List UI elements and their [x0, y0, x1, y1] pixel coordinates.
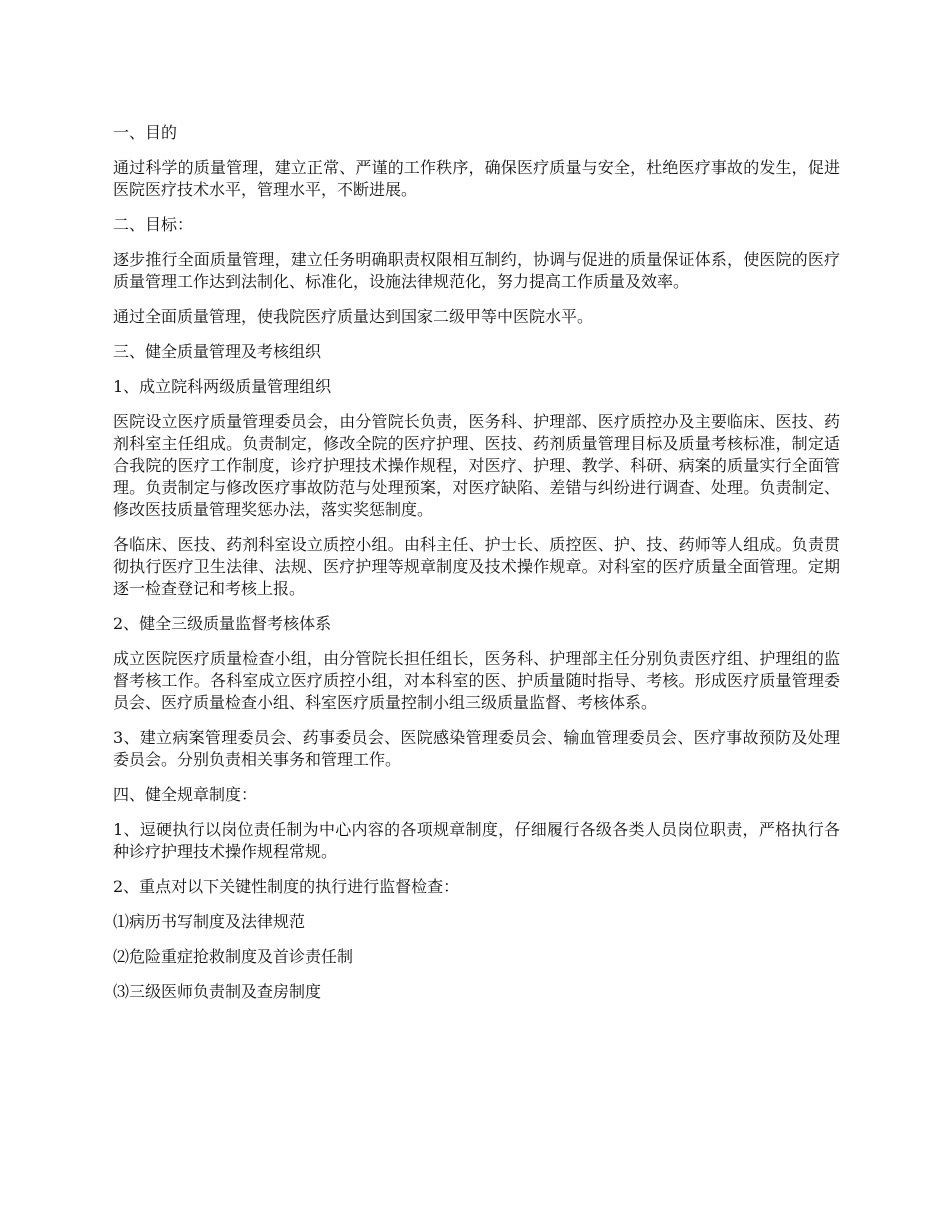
- paragraph-department-groups: 各临床、医技、药剂科室设立质控小组。由科主任、护士长、质控医、护、技、药师等人组成。负责贯彻执行医疗卫生法律、法规、医疗护理等规章制度及技术操作规章。对科室的医疗质量全面管理。定期逐一检查登记和考核上报。: [113, 535, 840, 598]
- document-body: [113, 122, 840, 1016]
- list-item-three-level-physician: ⑶三级医师负责制及查房制度: [113, 982, 322, 1001]
- heading-regulations: 四、健全规章制度：: [113, 785, 258, 804]
- paragraph-purpose: 通过科学的质量管理，建立正常、严谨的工作秩序，确保医疗质量与安全，杜绝医疗事故的发生，促进医院医疗技术水平，管理水平，不断进展。: [113, 158, 840, 199]
- paragraph-goals-level: 通过全面质量管理，使我院医疗质量达到国家二级甲等中医院水平。: [113, 307, 594, 326]
- list-item-emergency-rescue: ⑵危险重症抢救制度及首诊责任制: [113, 947, 354, 966]
- subheading-two-level-org: 1、成立院科两级质量管理组织: [113, 377, 332, 396]
- paragraph-committee: 医院设立医疗质量管理委员会，由分管院长负责，医务科、护理部、医疗质控办及主要临床、医技、药剂科室主任组成。负责制定，修改全院的医疗护理、医技、药剂质量管理目标及质量考核标准，制定适合我院的医疗工作制度，诊疗护理技术操作规程，对医疗、护理、教学、科研、病案的质量实行全面管理。负责制定与修改医疗事故防范与处理预案，对医疗缺陷、差错与纠纷进行调查、处理。负责制定、修改医技质量管理奖惩办法，落实奖惩制度。: [113, 412, 840, 519]
- paragraph-goals: 逐步推行全面质量管理，建立任务明确职责权限相互制约，协调与促进的质量保证体系，使医院的医疗质量管理工作达到法制化、标准化，设施法律规范化，努力提高工作质量及效率。: [113, 250, 840, 291]
- paragraph-inspection-group: 成立医院医疗质量检查小组，由分管院长担任组长，医务科、护理部主任分别负责医疗组、护理组的监督考核工作。各科室成立医疗质控小组，对本科室的医、护质量随时指导、考核。形成医疗质量管理委员会、医疗质量检查小组、科室医疗质量控制小组三级质量监督、考核体系。: [113, 649, 840, 712]
- heading-goals: 二、目标：: [113, 215, 194, 234]
- paragraph-key-systems: 2、重点对以下关键性制度的执行进行监督检查：: [113, 877, 460, 896]
- list-item-medical-records: ⑴病历书写制度及法律规范: [113, 912, 306, 931]
- heading-purpose: 一、目的: [113, 123, 178, 142]
- paragraph-responsibility-system: 1、逗硬执行以岗位责任制为中心内容的各项规章制度，仔细履行各级各类人员岗位职责，严格执行各种诊疗护理技术操作规程常规。: [113, 820, 840, 861]
- subheading-three-level-system: 2、健全三级质量监督考核体系: [113, 614, 332, 633]
- heading-organization: 三、健全质量管理及考核组织: [113, 342, 322, 361]
- paragraph-committees: 3、建立病案管理委员会、药事委员会、医院感染管理委员会、输血管理委员会、医疗事故预防及处理委员会。分别负责相关事务和管理工作。: [113, 728, 840, 769]
